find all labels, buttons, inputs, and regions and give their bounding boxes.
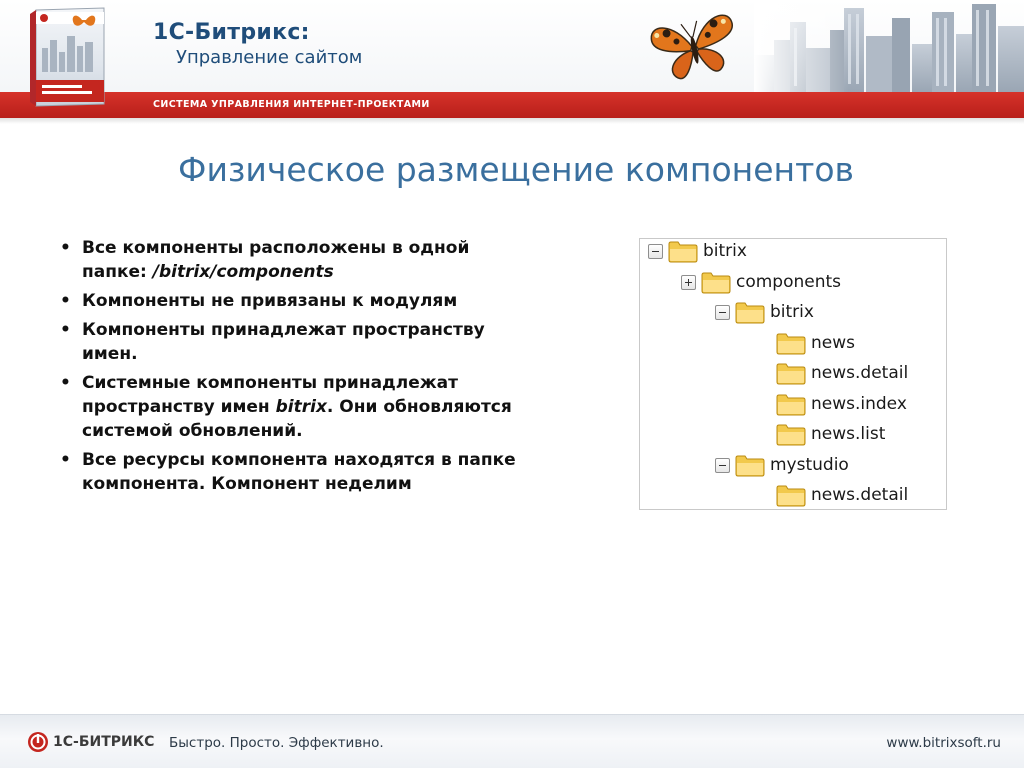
bullet-item: • Все ресурсы компонента находятся в папке компонента. Компонент неделим [58,448,538,496]
bitrix-logo-icon [27,731,49,753]
bullet-item: • Системные компоненты принадлежат пространству имен bitrix. Они обновляются системой обновлений. [58,371,538,443]
product-box-image [30,6,112,108]
collapse-toggle-icon[interactable] [715,305,730,320]
tree-node-label: news.detail [811,485,909,505]
folder-icon [776,392,806,416]
tree-node[interactable] [715,450,849,480]
footer-slogan: Быстро. Просто. Эффективно. [169,735,384,751]
folder-icon [776,422,806,446]
tagline-bar [0,92,1024,118]
tree-node[interactable] [776,480,908,510]
tree-node-label: news [811,333,855,353]
tree-node[interactable] [776,358,908,388]
slide-title: Физическое размещение компонентов [178,150,854,189]
tree-node[interactable] [776,389,907,419]
tree-node-label: mystudio [770,455,849,475]
tree-node-label: bitrix [703,241,747,261]
folder-icon [735,453,765,477]
folder-icon [701,270,731,294]
tree-node[interactable] [681,267,841,297]
footer-url-link[interactable]: www.bitrixsoft.ru [886,735,1001,751]
tree-node-label: news.list [811,424,886,444]
header [0,0,1024,92]
city-skyline-image [754,0,1024,92]
tree-node[interactable] [776,328,855,358]
bullet-item: • Компоненты не привязаны к модулям [58,289,538,313]
tree-node-label: news.index [811,394,907,414]
folder-icon [776,483,806,507]
folder-icon [735,300,765,324]
collapse-toggle-icon[interactable] [648,244,663,259]
tagline-text: СИСТЕМА УПРАВЛЕНИЯ ИНТЕРНЕТ-ПРОЕКТАМИ [153,99,430,110]
bullet-item: • Компоненты принадлежат пространству имен. [58,318,538,366]
bullet-item: • Все компоненты расположены в одной папке: /bitrix/components [58,236,538,284]
tree-node-label: bitrix [770,302,814,322]
folder-tree [639,238,947,510]
collapse-toggle-icon[interactable] [715,458,730,473]
footer [0,714,1024,768]
tree-node[interactable] [648,236,747,266]
tagline-bar-shadow [0,118,1024,124]
tree-node[interactable] [776,419,885,449]
folder-icon [776,361,806,385]
bullet-list [58,236,538,501]
footer-brand: 1С-БИТРИКС [53,734,155,750]
folder-icon [776,331,806,355]
tree-node-label: news.detail [811,363,909,383]
butterfly-image [648,12,740,82]
tree-node[interactable] [715,297,814,327]
folder-icon [668,239,698,263]
tree-node-label: components [736,272,842,292]
brand-subtitle: Управление сайтом [176,47,363,68]
expand-toggle-icon[interactable] [681,275,696,290]
brand-title: 1С-Битрикс: [153,20,310,45]
